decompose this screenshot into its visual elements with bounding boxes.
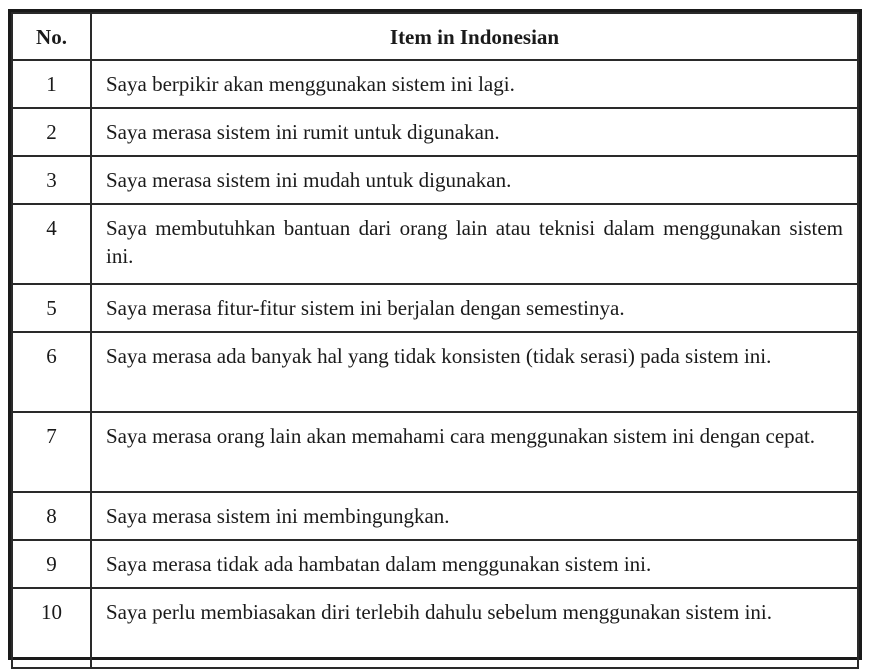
row-number: 2 [12, 108, 91, 156]
table-row [12, 412, 858, 492]
header-no: No. [12, 13, 91, 60]
row-item-text: Saya membutuhkan bantuan dari orang lain atau teknisi dalam menggunakan sistem ini. [91, 204, 858, 284]
row-item-text: Saya merasa sistem ini membingungkan. [91, 492, 858, 540]
row-item-text: Saya merasa sistem ini mudah untuk digunakan. [91, 156, 858, 204]
table-row [12, 588, 858, 668]
table-row [12, 204, 858, 284]
row-number: 6 [12, 332, 91, 412]
table-row [12, 108, 858, 156]
table-row [12, 540, 858, 588]
row-number: 10 [12, 588, 91, 668]
table-header-row [12, 13, 858, 60]
table-row [12, 492, 858, 540]
table-row [12, 332, 858, 412]
table-row [12, 284, 858, 332]
items-table [11, 12, 859, 669]
row-number: 1 [12, 60, 91, 108]
row-item-text: Saya merasa ada banyak hal yang tidak konsisten (tidak serasi) pada sistem ini. [91, 332, 858, 412]
row-item-text: Saya merasa orang lain akan memahami cara menggunakan sistem ini dengan cepat. [91, 412, 858, 492]
row-number: 7 [12, 412, 91, 492]
row-number: 3 [12, 156, 91, 204]
row-item-text: Saya merasa tidak ada hambatan dalam menggunakan sistem ini. [91, 540, 858, 588]
header-item: Item in Indonesian [91, 13, 858, 60]
row-number: 4 [12, 204, 91, 284]
row-item-text: Saya perlu membiasakan diri terlebih dahulu sebelum menggunakan sistem ini. [91, 588, 858, 668]
row-number: 9 [12, 540, 91, 588]
row-item-text: Saya berpikir akan menggunakan sistem ini lagi. [91, 60, 858, 108]
row-number: 8 [12, 492, 91, 540]
table-row [12, 60, 858, 108]
row-number: 5 [12, 284, 91, 332]
row-item-text: Saya merasa fitur-fitur sistem ini berjalan dengan semestinya. [91, 284, 858, 332]
row-item-text: Saya merasa sistem ini rumit untuk digunakan. [91, 108, 858, 156]
table-row [12, 156, 858, 204]
items-table-frame [8, 9, 862, 660]
